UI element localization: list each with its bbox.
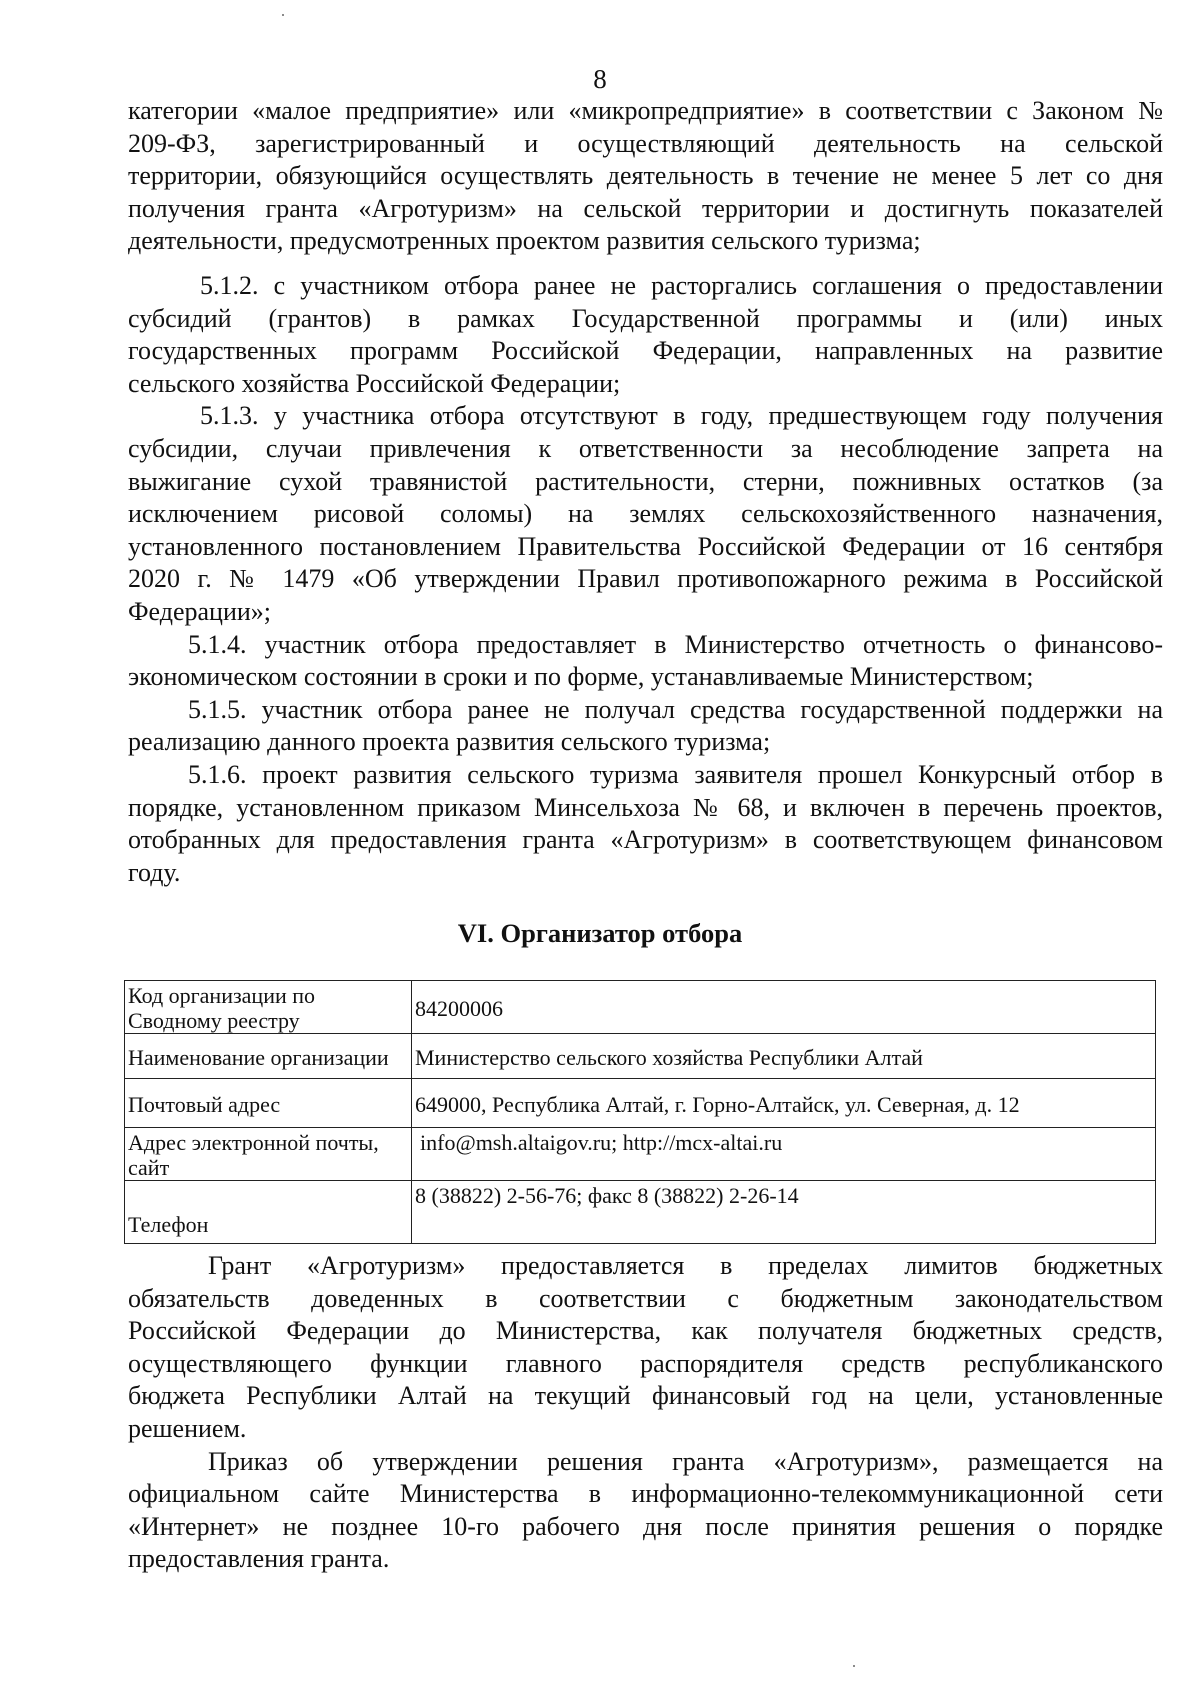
text-line: осуществляющего функции главного распорядителя средств республиканского: [128, 1348, 1163, 1378]
text-line: 2020 г. № 1479 «Об утверждении Правил противопожарного режима в Российской: [128, 564, 1163, 594]
clause-5-1-2-line: 5.1.2. с участником отбора ранее не расторгались соглашения о предоставлении: [200, 271, 1163, 300]
clause-5-1-3-line: 5.1.3. у участника отбора отсутствуют в году, предшествующем году получения: [200, 401, 1163, 431]
text-line: Приказ об утверждении решения гранта «Агротуризм», размещается на: [208, 1446, 1163, 1476]
table-row: [125, 1181, 1156, 1244]
table-label-cell: Адрес электронной почты, сайт: [125, 1128, 412, 1181]
text-line: государственных программ Российской Федерации, направленных на развитие: [128, 336, 1163, 366]
text-line: официальном сайте Министерства в информационно-телекоммуникационной сети: [128, 1479, 1163, 1509]
text-line: категории «малое предприятие» или «микропредприятие» в соответствии с Законом №: [128, 96, 1163, 125]
text-line: реализацию данного проекта развития сельского туризма;: [128, 727, 771, 757]
text-line: субсидий (грантов) в рамках Государственной программы и (или) иных: [128, 303, 1163, 333]
paragraph-continuation: [128, 95, 1163, 258]
table-label-cell: Телефон: [125, 1181, 412, 1244]
text-line: экономическом состоянии в сроки и по форме, устанавливаемые Министерством;: [128, 662, 1034, 692]
table-row: [125, 1034, 1156, 1079]
text-line: установленного постановлением Правительства Российской Федерации от 16 сентября: [128, 531, 1163, 561]
text-line: территории, обязующийся осуществлять деятельность в течение не менее 5 лет со дня: [128, 161, 1163, 191]
text-line: деятельности, предусмотренных проектом развития сельского туризма;: [128, 226, 921, 256]
text-line: Российской Федерации до Министерства, как получателя бюджетных средств,: [128, 1316, 1163, 1346]
text-line: исключением рисовой соломы) на землях сельскохозяйственного назначения,: [128, 499, 1163, 529]
table-row: [125, 981, 1156, 1034]
table-value-cell: 649000, Республика Алтай, г. Горно-Алтайск, ул. Северная, д. 12: [412, 1079, 1156, 1128]
table-label-cell: Почтовый адрес: [125, 1079, 412, 1128]
organizer-table: [124, 980, 1156, 1244]
text-line: году.: [128, 857, 181, 887]
clauses-list: [128, 270, 1163, 889]
clause-5-1-6-line: 5.1.6. проект развития сельского туризма заявителя прошел Конкурсный отбор в: [188, 759, 1163, 789]
closing-paragraphs: [128, 1250, 1163, 1576]
table-row: [125, 1128, 1156, 1181]
text-line: Федерации»;: [128, 596, 272, 626]
text-line: решением.: [128, 1413, 247, 1443]
text-line: «Интернет» не позднее 10-го рабочего дня после принятия решения о порядке: [128, 1511, 1163, 1541]
text-line: получения гранта «Агротуризм» на сельской территории и достигнуть показателей: [128, 193, 1163, 223]
table-value-cell: info@msh.altaigov.ru; http://mcx-altai.ru: [412, 1128, 1156, 1181]
text-line: сельского хозяйства Российской Федерации;: [128, 368, 621, 398]
text-line: выжигание сухой травянистой растительности, стерни, пожнивных остатков (за: [128, 466, 1163, 496]
table-label-cell: Наименование организации: [125, 1034, 412, 1079]
clause-5-1-5-line: 5.1.5. участник отбора ранее не получал средства государственной поддержки на: [188, 694, 1163, 724]
table-label-cell: Код организации по Сводному реестру: [125, 981, 412, 1034]
table-row: [125, 1079, 1156, 1128]
text-line: отобранных для предоставления гранта «Агротуризм» в соответствующем финансовом: [128, 825, 1163, 855]
table-value-cell: 84200006: [412, 981, 1156, 1034]
text-line: субсидии, случаи привлечения к ответственности за несоблюдение запрета на: [128, 433, 1163, 463]
section-heading: VI. Организатор отбора: [457, 918, 743, 948]
text-line: 209-ФЗ, зарегистрированный и осуществляющий деятельность на сельской: [128, 128, 1163, 158]
text-line: порядке, установленном приказом Минсельхоза № 68, и включен в перечень проектов,: [128, 792, 1163, 822]
text-line: предоставления гранта.: [128, 1544, 390, 1574]
table-value-cell: Министерство сельского хозяйства Республики Алтай: [412, 1034, 1156, 1079]
text-line: Грант «Агротуризм» предоставляется в пределах лимитов бюджетных: [208, 1251, 1163, 1280]
scan-speck: [853, 1665, 855, 1667]
text-line: бюджета Республики Алтай на текущий финансовый год на цели, установленные: [128, 1381, 1163, 1411]
clause-5-1-4-line: 5.1.4. участник отбора предоставляет в Министерство отчетность о финансово-: [188, 629, 1163, 659]
table-value-cell: 8 (38822) 2-56-76; факс 8 (38822) 2-26-14: [412, 1181, 1156, 1244]
page-number: 8: [593, 64, 607, 94]
scan-speck: [282, 14, 284, 16]
text-line: обязательств доведенных в соответствии с бюджетным законодательством: [128, 1283, 1163, 1313]
